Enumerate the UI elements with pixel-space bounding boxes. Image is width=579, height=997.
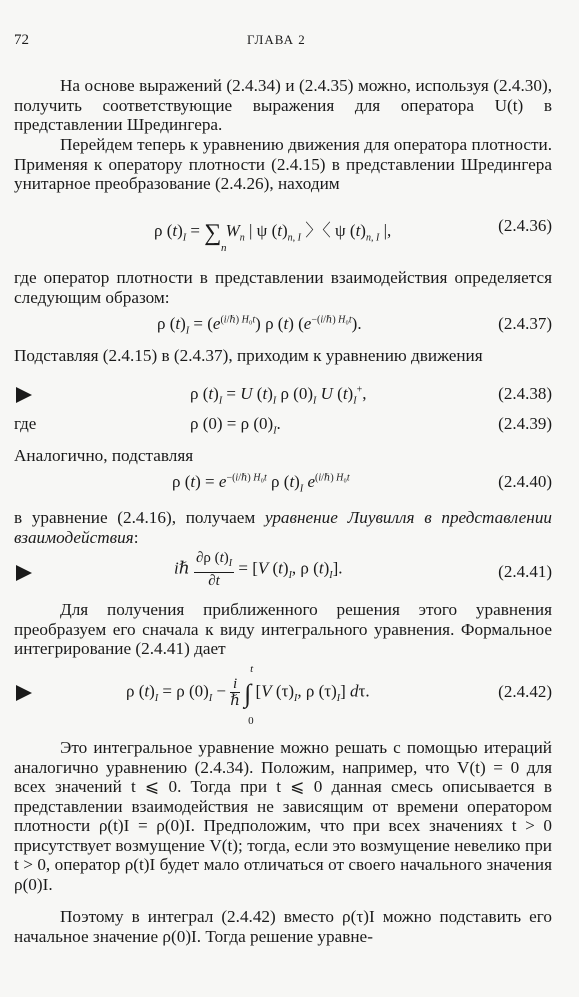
running-header: ГЛАВА 2: [247, 32, 306, 47]
paragraph-3: где оператор плотности в представлении взаимодействия определяется следующим образом:: [14, 268, 552, 307]
arrow-marker-icon: [16, 387, 32, 403]
equation-2-4-37: ρ $(t)_I = (e^{(i/\hbar) H_0t})$ ρ (t) $(e^{-(i/\hbar) H_0t})$. (2.4.37): [157, 314, 552, 337]
paragraph-6: в уравнение (2.4.16), получаем уравнение Лиувилля в представлении взаимодействия:: [14, 508, 553, 547]
equation-2-4-38: ρ $(t)_I = U$ $(t)_I$ ρ $(0)_I$ U $(t)_I^+$, (2.4.38): [14, 384, 552, 408]
equation-number: (2.4.39): [498, 414, 552, 433]
equation-number: (2.4.38): [498, 384, 552, 403]
equation-2-4-42: ρ $(t)_I = \rho$ $(0)_I$ − $\frac{i}{\text{ℏ}}$ ∫ t 0 [V $(\tau)_I$, ρ $(\tau)_I$] dτ. (2.4.42): [14, 682, 552, 706]
paragraph-4: Подставляя (2.4.15) в (2.4.37), приходим к уравнению движения: [14, 346, 483, 365]
page-number: 72: [14, 32, 29, 48]
paragraph-1: На основе выражений (2.4.34) и (2.4.35) можно, используя (2.4.30), получить соответствующие выражения для оператора U(t) в представлении Шредингера.: [14, 76, 552, 134]
equation-2-4-41: iℏ $\frac{\partial\rho (t)_I}{\partial t}$ = [V $(t)_I$, ρ $(t)_I$]. (2.4.41): [14, 562, 552, 586]
equation-number: (2.4.42): [498, 682, 552, 701]
equation-number: (2.4.37): [498, 314, 552, 333]
paragraph-5: Аналогично, подставляя: [14, 446, 194, 465]
paragraph-8: Это интегральное уравнение можно решать с помощью итераций аналогично уравнению (2.4.34). Положим, например, что V(t) = 0 для всех значений t ⩽ 0. Тогда при t ⩽ 0 данная смесь описывается в представлении взаимодействия не зависящим от времени оператором плотности ρ(t)I = ρ(0)I. Предположим, что при всех значениях t > 0 присутствует возмущение V(t); тогда, если это возмущение невелико при t > 0, оператор ρ(t)I будет мало отличаться от своего начального значения ρ(0)I.: [14, 738, 552, 894]
paragraph-9: Поэтому в интеграл (2.4.42) вместо ρ(τ)I можно подставить его начальное значение ρ(0)I. Тогда решение уравне-: [14, 907, 552, 946]
paragraph-2: Перейдем теперь к уравнению движения для оператора плотности. Применяя к оператору плотности (2.4.15) в представлении Шредингера унитарное преобразование (2.4.26), находим: [14, 135, 552, 193]
equation-number: (2.4.36): [498, 216, 552, 235]
arrow-marker-icon: [16, 565, 32, 581]
equation-2-4-39: где ρ (0) = ρ $(0)_I$. (2.4.39): [14, 414, 552, 437]
arrow-marker-icon: [16, 685, 32, 701]
equation-2-4-40: ρ $(t) = e^{-(i/\hbar) H_0t}$ ρ $(t)_I$ $e^{(i/\hbar) H_0t}$ (2.4.40): [172, 472, 552, 495]
equation-number: (2.4.40): [498, 472, 552, 491]
paragraph-7: Для получения приближенного решения этого уравнения преобразуем его сначала к виду интегрального уравнения. Формальное интегрирование (2.4.41) дает: [14, 600, 552, 658]
equation-2-4-36: ρ $(t)_I$ = ∑ $W_n$ | ψ $(t)_{n, I}$ 〉〈 ψ $(t)_{n, I}$ |, n (2.4.36): [154, 216, 552, 254]
equation-number: (2.4.41): [498, 562, 552, 581]
equation-label: где: [14, 414, 37, 433]
